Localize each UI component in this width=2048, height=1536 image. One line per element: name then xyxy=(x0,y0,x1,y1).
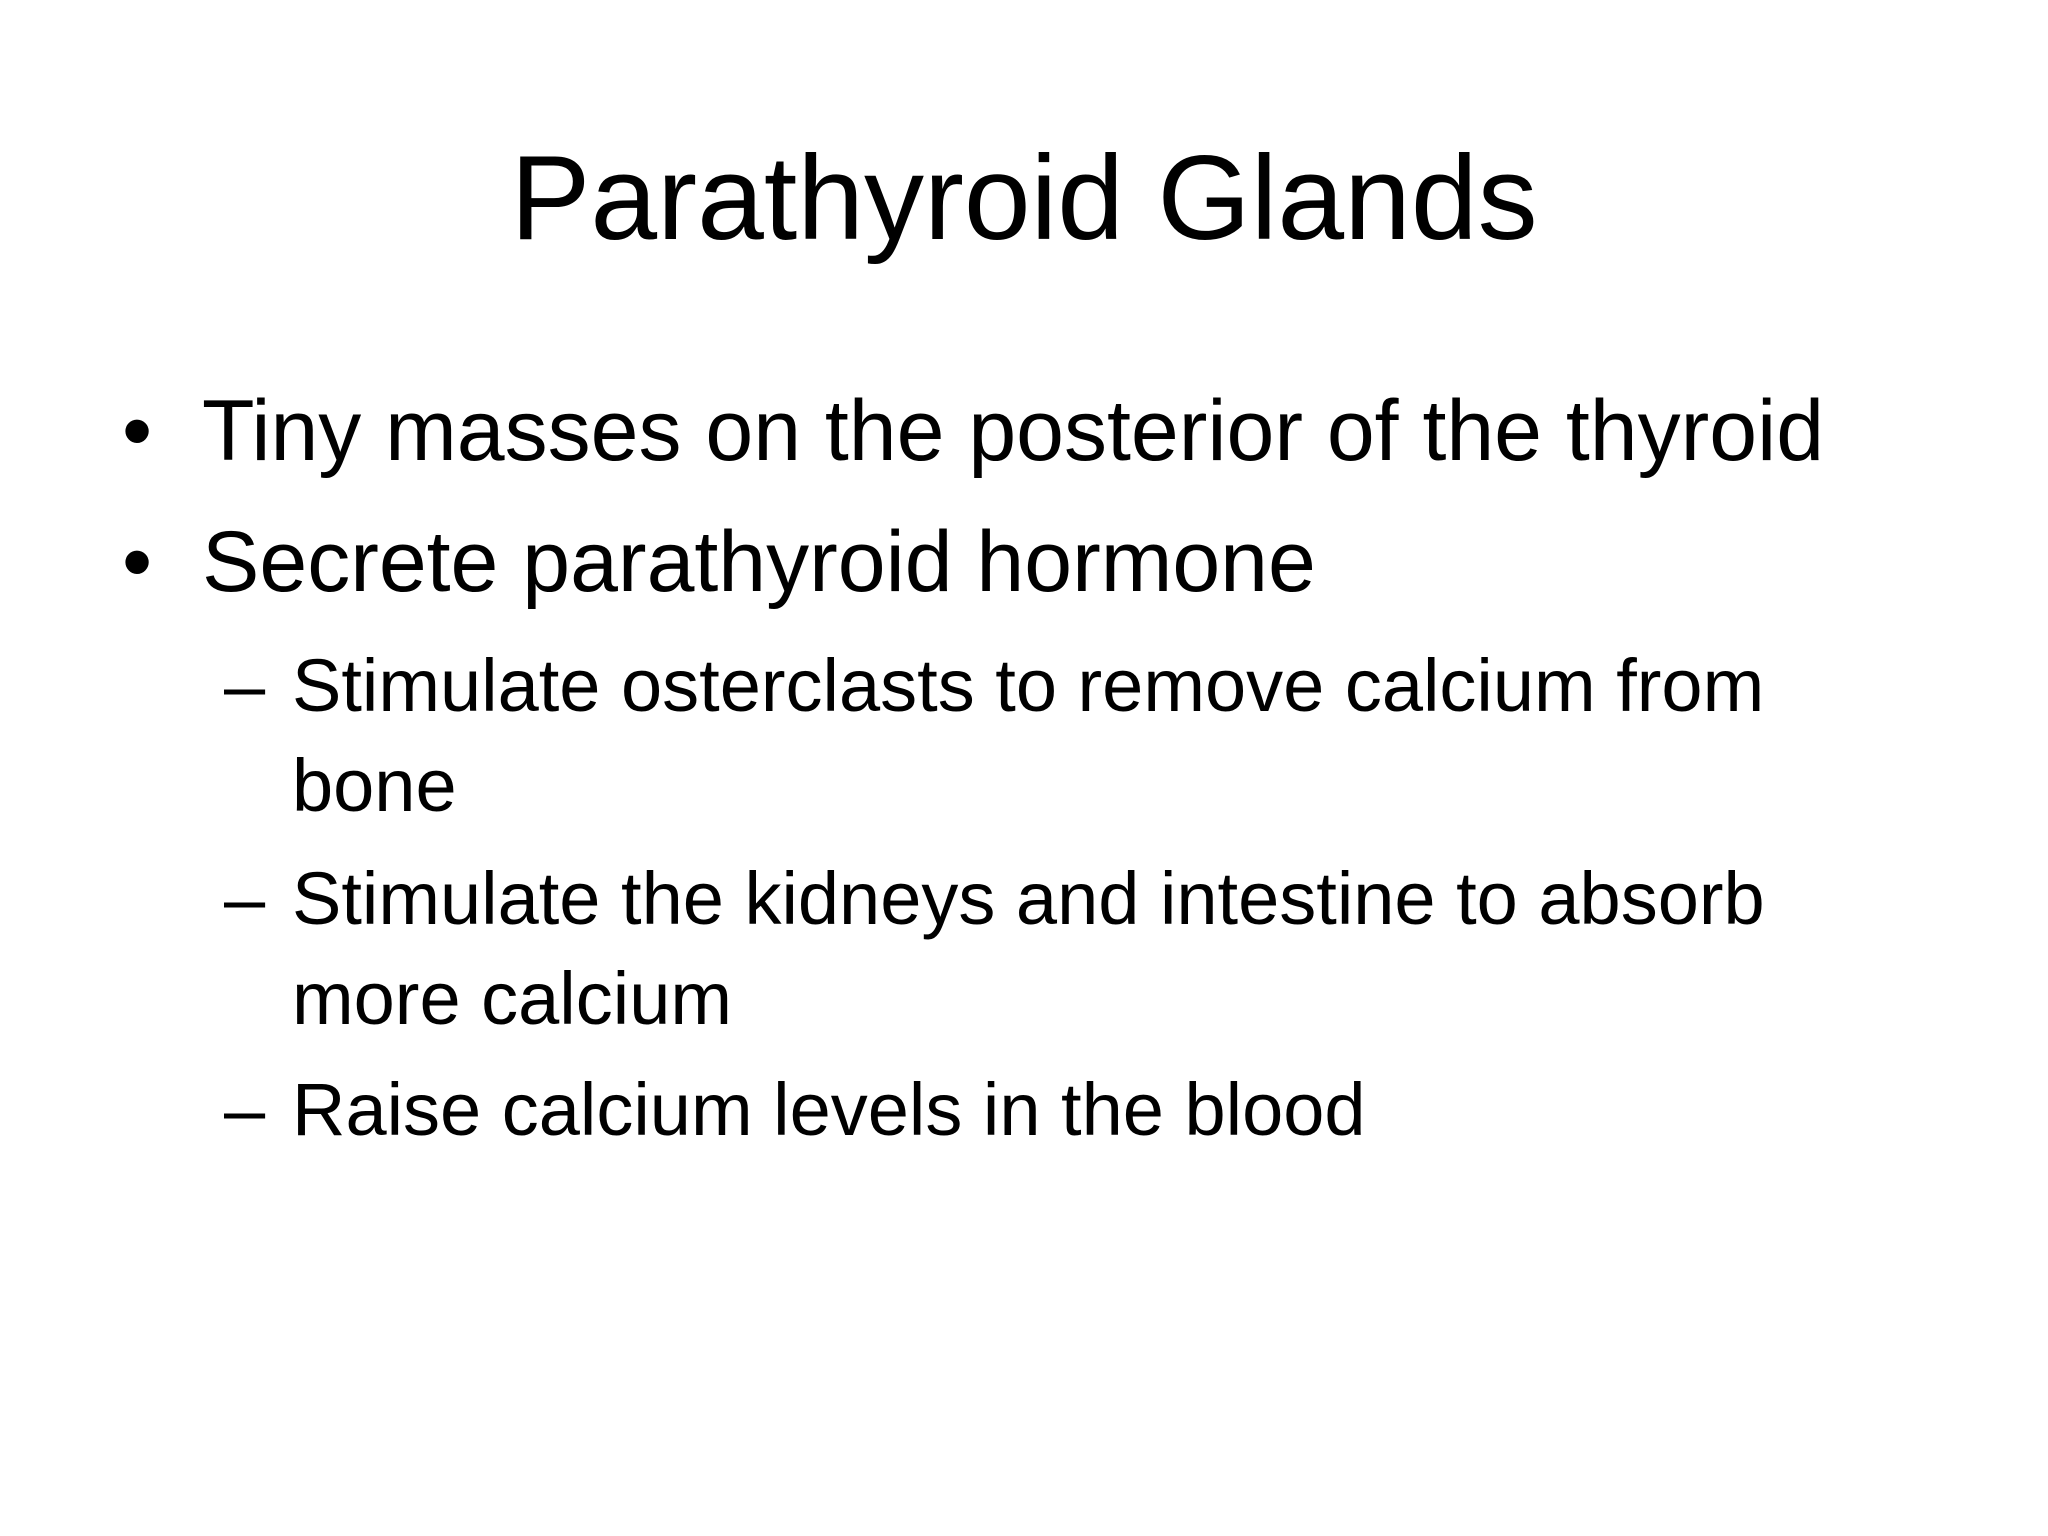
bullet-text: Tiny masses on the posterior of the thyroid xyxy=(202,383,1825,479)
bullet-text: Secrete parathyroid hormone xyxy=(202,514,1316,610)
sub-bullet-text: Stimulate osterclasts to remove calcium from bone xyxy=(292,644,1765,827)
dash-marker: – xyxy=(224,1068,266,1151)
bullet-marker: • xyxy=(122,514,153,610)
sub-bullet-text: Raise calcium levels in the blood xyxy=(292,1068,1366,1151)
dash-marker: – xyxy=(224,644,266,727)
sub-bullet-text: Stimulate the kidneys and intestine to absorb more calcium xyxy=(292,857,1765,1040)
slide-title: Parathyroid Glands xyxy=(510,131,1538,265)
bullet-marker: • xyxy=(122,383,153,479)
dash-marker: – xyxy=(224,857,266,940)
